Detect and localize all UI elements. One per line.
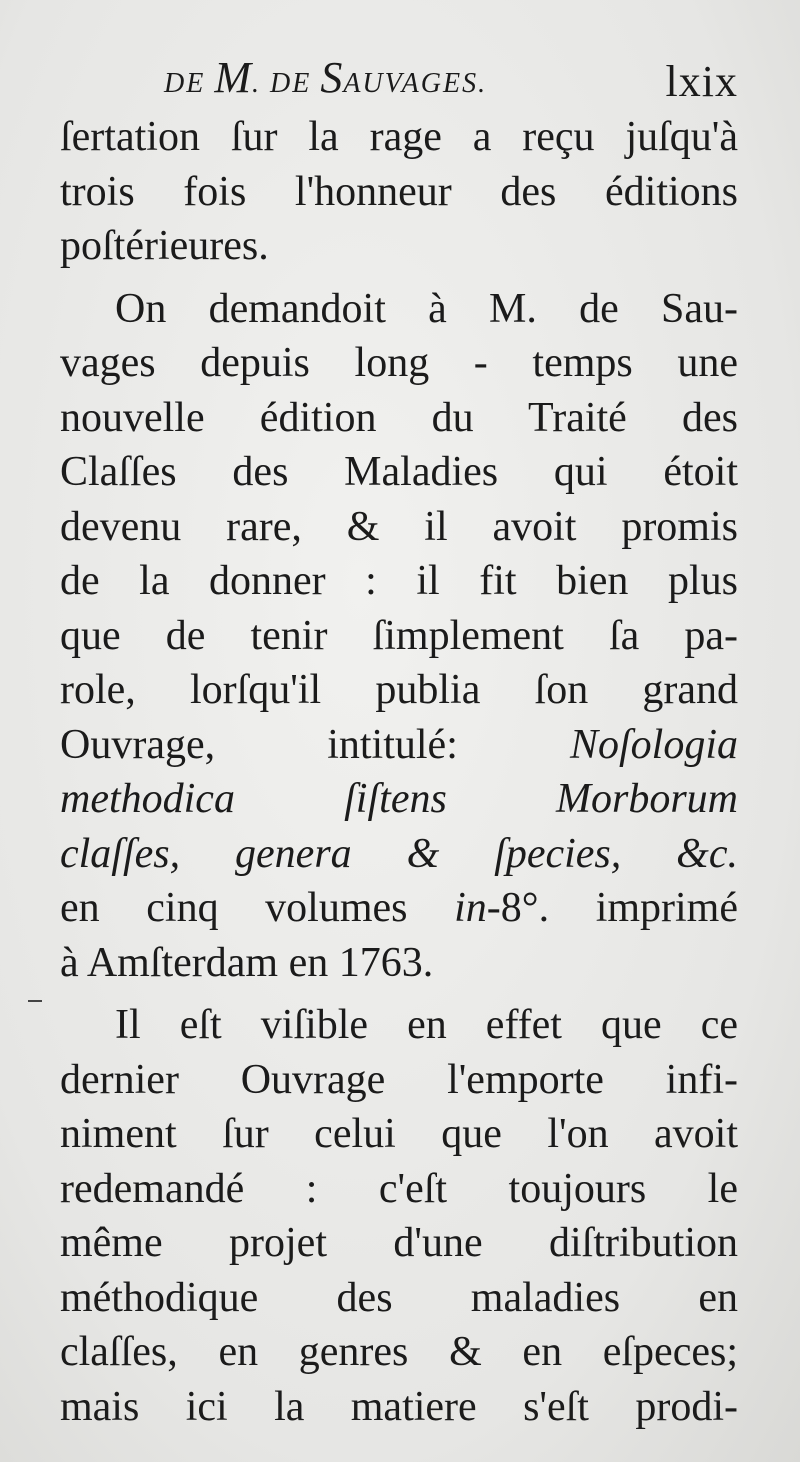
text-line: Il eſt viſible en effet que ce — [115, 1002, 738, 1048]
text-line: Claſſes des Maladies qui étoit — [60, 449, 738, 495]
text-line: mais ici la matiere s'eſt prodi- — [60, 1383, 738, 1430]
running-head — [164, 52, 487, 103]
text-line: à Amſterdam en 1763. — [60, 939, 434, 986]
italic-span: in — [454, 885, 487, 931]
text-line: que de tenir ſimplement ſa pa- — [60, 612, 738, 659]
page-number: lxix — [665, 57, 738, 106]
text-line — [60, 881, 738, 936]
text-line — [60, 718, 738, 773]
italic-title: Noſologia — [569, 721, 738, 768]
text-line: ſertation ſur la rage a reçu juſqu'à — [60, 114, 738, 160]
text-line: vages depuis long - temps une — [60, 340, 738, 386]
text-span: Ouvrage, intitulé: — [60, 721, 570, 768]
margin-mark — [28, 1000, 42, 1002]
text-line: même projet d'une diſtribution — [60, 1220, 738, 1266]
text-line: poſtérieures. — [60, 223, 269, 269]
running-head-auvages: AUVAGES. — [343, 68, 488, 99]
text-line: niment ſur celui que l'on avoit — [60, 1111, 738, 1157]
text-span: -8°. imprimé — [486, 885, 738, 931]
text-line: On demandoit à M. de Sau- — [115, 285, 738, 332]
text-line: de la donner : il fit bien plus — [60, 558, 738, 604]
running-head-de: DE — [164, 68, 215, 99]
running-head-s: S — [320, 53, 344, 102]
page-header — [60, 52, 738, 112]
running-head-m: M — [214, 53, 252, 102]
text-line-italic: claſſes, genera & ſpecies, &c. — [60, 830, 738, 877]
text-line: dernier Ouvrage l'emporte infi- — [60, 1056, 738, 1103]
text-line: role, lorſqu'il publia ſon grand — [60, 667, 738, 713]
text-line: trois fois l'honneur des éditions — [60, 168, 738, 215]
text-line-italic: methodica ſiſtens Morborum — [60, 776, 738, 822]
running-head-de-2: . DE — [251, 68, 321, 99]
text-span: en cinq volumes — [60, 885, 455, 931]
body-text — [60, 110, 738, 1434]
text-line: redemandé : c'eſt toujours le — [60, 1165, 738, 1212]
text-line: méthodique des maladies en — [60, 1274, 738, 1321]
text-line: claſſes, en genres & en eſpeces; — [60, 1329, 738, 1375]
text-line: devenu rare, & il avoit promis — [60, 503, 738, 550]
text-line: nouvelle édition du Traité des — [60, 394, 738, 441]
